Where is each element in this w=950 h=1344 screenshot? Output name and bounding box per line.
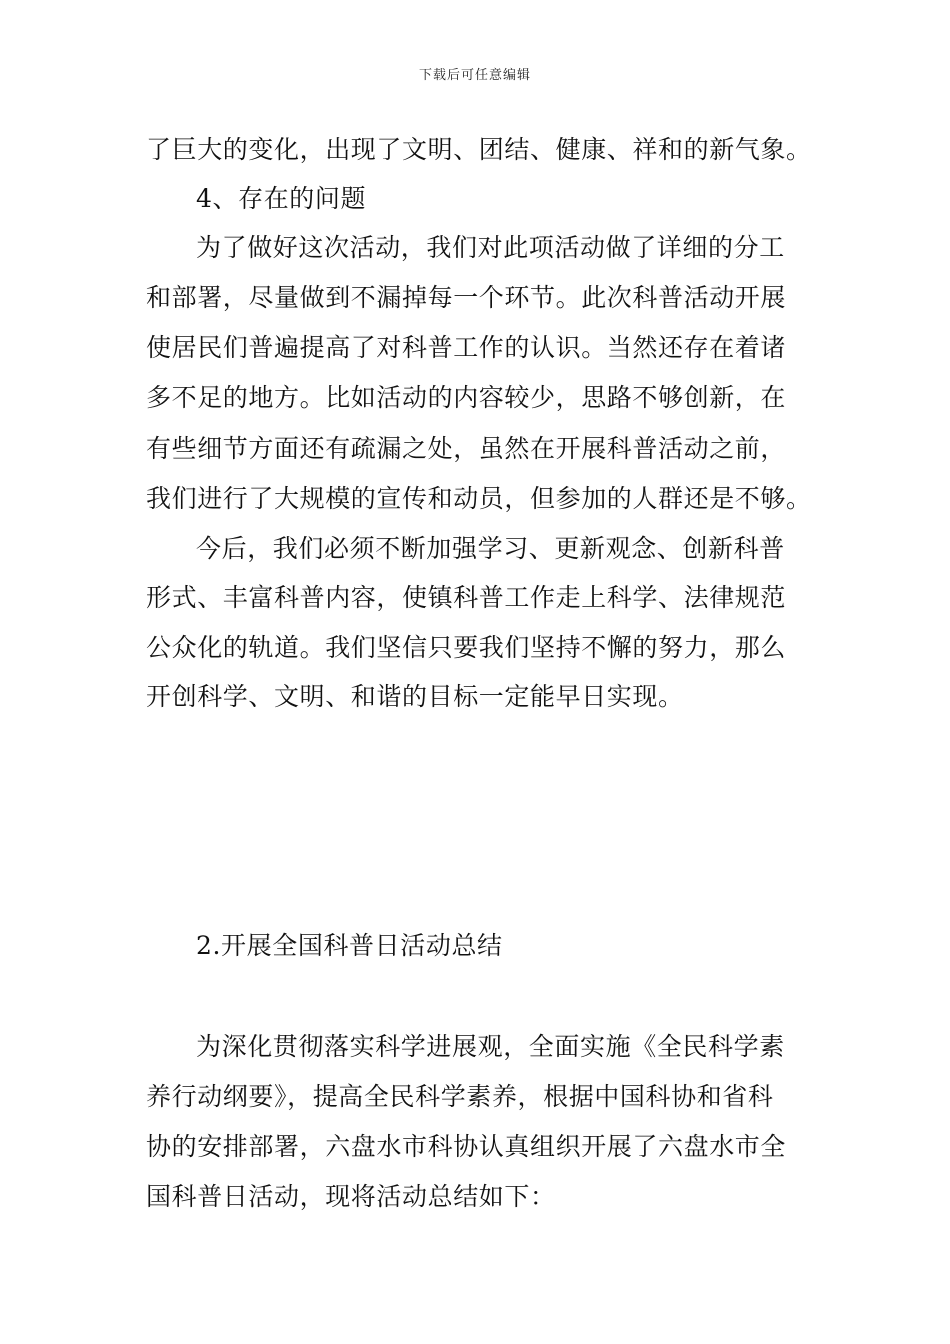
text-line: 公众化的轨道。我们坚信只要我们坚持不懈的努力，那么: [146, 633, 787, 662]
section-title: 2.开展全国科普日活动总结: [196, 931, 503, 960]
text-line: 和部署，尽量做到不漏掉每一个环节。此次科普活动开展: [146, 283, 787, 312]
page-header: 下载后可任意编辑: [418, 68, 531, 83]
text-line: 为了做好这次活动，我们对此项活动做了详细的分工: [196, 233, 785, 262]
text-line: 养行动纲要》，提高全民科学素养，根据中国科协和省科: [146, 1082, 774, 1111]
text-line: 开创科学、文明、和谐的目标一定能早日实现。: [146, 682, 684, 711]
text-line: 形式、丰富科普内容，使镇科普工作走上科学、法律规范: [146, 583, 787, 612]
text-line: 使居民们普遍提高了对科普工作的认识。当然还存在着诸: [146, 333, 787, 362]
subheading: 4、存在的问题: [196, 184, 367, 213]
text-line: 有些细节方面还有疏漏之处，虽然在开展科普活动之前，: [146, 434, 787, 463]
text-line: 了巨大的变化，出现了文明、团结、健康、祥和的新气象。: [146, 135, 812, 164]
text-line: 为深化贯彻落实科学进展观，全面实施《全民科学素: [196, 1032, 785, 1061]
text-line: 多不足的地方。比如活动的内容较少，思路不够创新，在: [146, 383, 787, 412]
text-line: 今后，我们必须不断加强学习、更新观念、创新科普: [196, 534, 785, 563]
text-line: 协的安排部署，六盘水市科协认真组织开展了六盘水市全: [146, 1132, 787, 1161]
text-line: 我们进行了大规模的宣传和动员，但参加的人群还是不够。: [146, 484, 812, 513]
text-line: 国科普日活动，现将活动总结如下：: [146, 1182, 556, 1211]
